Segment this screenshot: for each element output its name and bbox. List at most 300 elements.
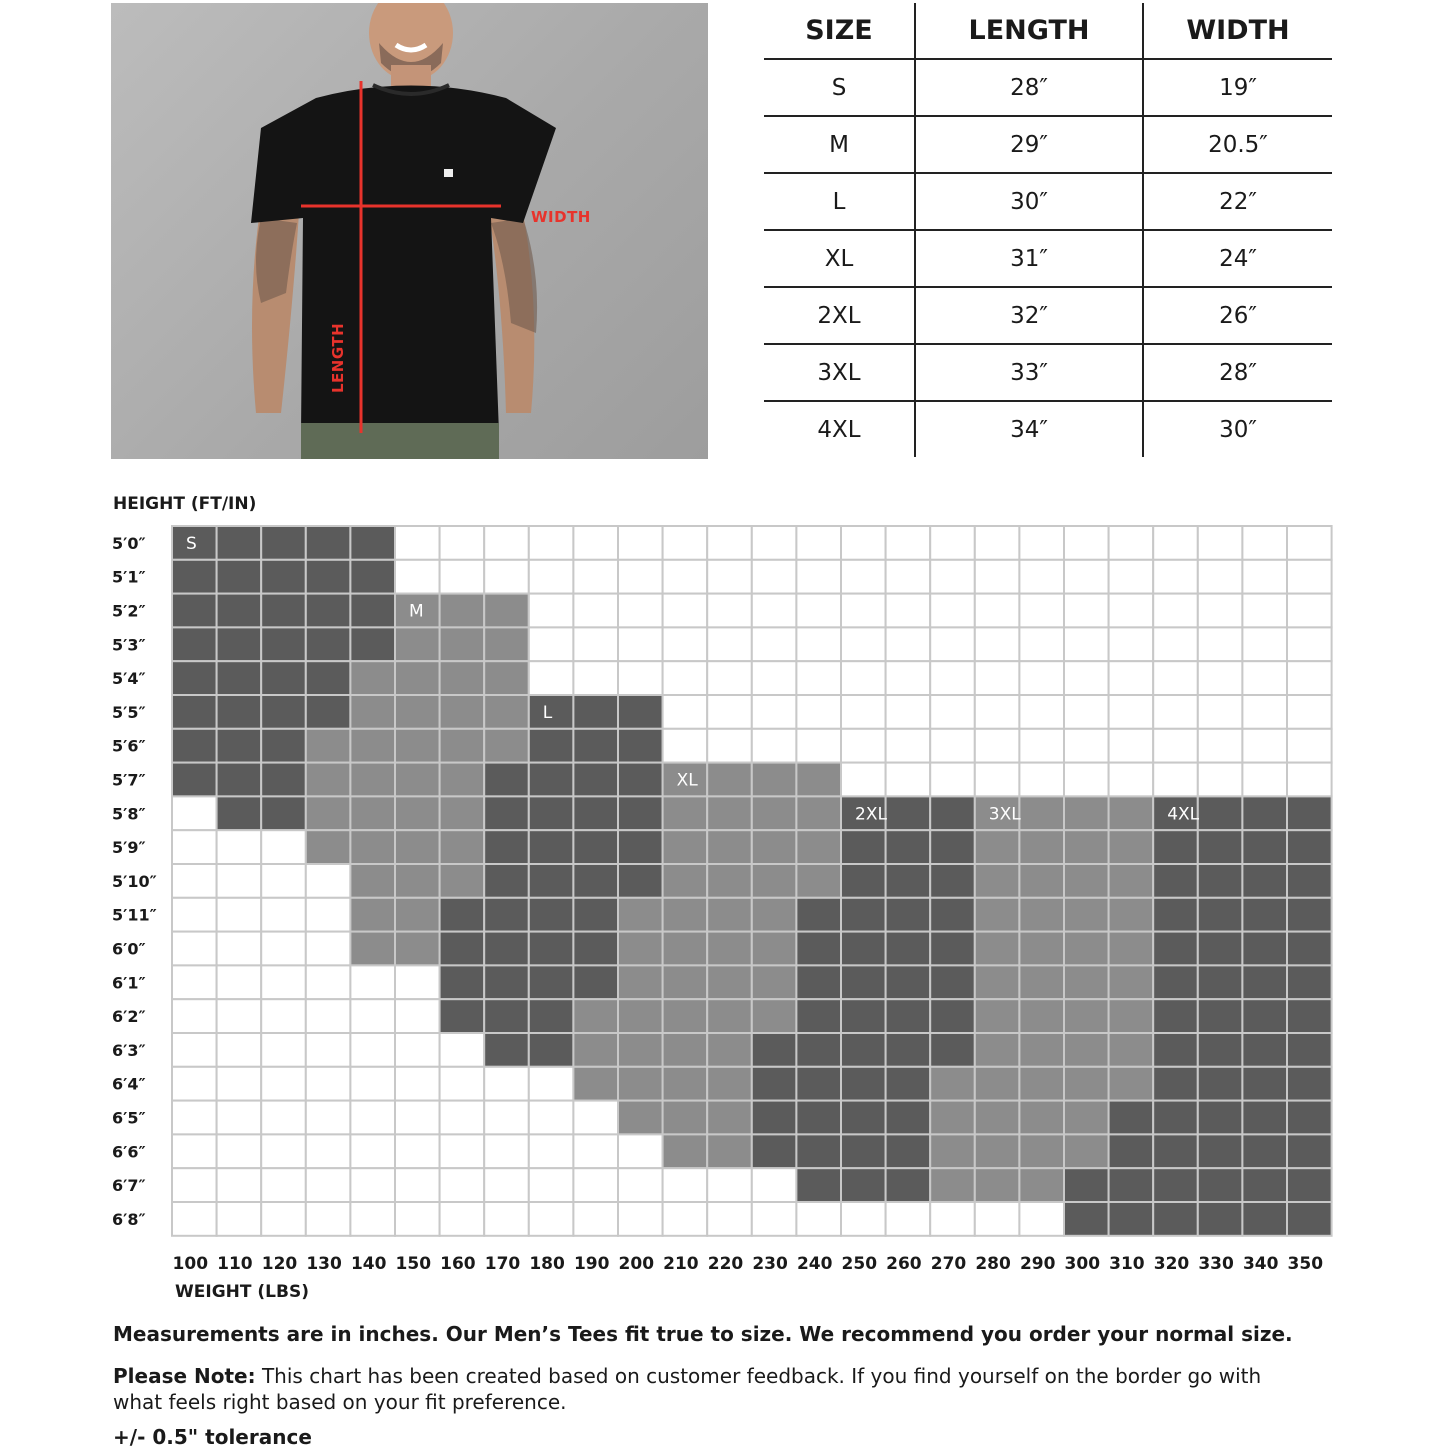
- grid-cell: [1198, 1033, 1243, 1067]
- grid-cell: [975, 526, 1020, 560]
- cell-length: 30″: [915, 173, 1143, 230]
- grid-cell: [573, 898, 618, 932]
- grid-cell: [886, 796, 931, 830]
- grid-cell: [1242, 932, 1287, 966]
- grid-cell: [930, 763, 975, 797]
- grid-cell: [886, 695, 931, 729]
- grid-cell: [172, 763, 217, 797]
- grid-cell: [1109, 1067, 1154, 1101]
- grid-cell: [796, 864, 841, 898]
- grid-cell: [663, 796, 708, 830]
- grid-cell: [1287, 999, 1332, 1033]
- grid-cell: [930, 661, 975, 695]
- grid-cell: [1019, 1067, 1064, 1101]
- grid-cell: [1198, 1168, 1243, 1202]
- grid-cell: [217, 830, 262, 864]
- grid-cell: [172, 627, 217, 661]
- grid-cell: [440, 796, 485, 830]
- grid-cell: [1064, 1202, 1109, 1236]
- grid-cell: [484, 695, 529, 729]
- grid-cell: [484, 661, 529, 695]
- x-tick-label: 130: [306, 1254, 342, 1274]
- grid-cell: [975, 627, 1020, 661]
- grid-cell: [1198, 526, 1243, 560]
- grid-cell: [350, 1101, 395, 1135]
- grid-cell: [1242, 1168, 1287, 1202]
- grid-cell: [796, 526, 841, 560]
- grid-cell: [573, 1202, 618, 1236]
- grid-cell: [1287, 695, 1332, 729]
- grid-cell: [1198, 1202, 1243, 1236]
- grid-cell: [1109, 796, 1154, 830]
- grid-cell: [261, 1168, 306, 1202]
- cell-length: 32″: [915, 287, 1143, 344]
- grid-cell: [306, 695, 351, 729]
- grid-cell: [975, 999, 1020, 1033]
- grid-cell: [306, 864, 351, 898]
- grid-cell: [886, 763, 931, 797]
- grid-cell: [573, 1134, 618, 1168]
- grid-cell: [172, 965, 217, 999]
- x-tick-label: 180: [529, 1254, 565, 1274]
- grid-cell: [306, 729, 351, 763]
- grid-cell: [217, 1067, 262, 1101]
- grid-cell: [1153, 526, 1198, 560]
- grid-cell: [1287, 932, 1332, 966]
- grid-cell: [1109, 695, 1154, 729]
- y-tick-label: 5′7″: [112, 770, 146, 790]
- grid-cell: [440, 1202, 485, 1236]
- grid-cell: [350, 729, 395, 763]
- grid-cell: [796, 1067, 841, 1101]
- grid-cell: [350, 560, 395, 594]
- grid-cell: [1153, 830, 1198, 864]
- grid-cell: [1109, 965, 1154, 999]
- grid-cell: [1287, 594, 1332, 628]
- grid-cell: [752, 1168, 797, 1202]
- x-tick-label: 150: [395, 1254, 432, 1274]
- grid-cell: [395, 1202, 440, 1236]
- grid-cell: [886, 999, 931, 1033]
- grid-cell: [752, 864, 797, 898]
- grid-cell: [930, 526, 975, 560]
- grid-cell: [796, 729, 841, 763]
- grid-cell: [841, 1168, 886, 1202]
- grid-cell: [841, 661, 886, 695]
- grid-cell: [261, 830, 306, 864]
- grid-cell: [663, 627, 708, 661]
- grid-cell: [1153, 1202, 1198, 1236]
- grid-cell: [484, 1202, 529, 1236]
- grid-cell: [261, 898, 306, 932]
- x-tick-label: 290: [1019, 1254, 1056, 1274]
- grid-cell: [841, 898, 886, 932]
- grid-cell: [172, 1168, 217, 1202]
- grid-cell: [1287, 729, 1332, 763]
- grid-cell: [350, 965, 395, 999]
- grid-cell: [172, 1134, 217, 1168]
- grid-cell: [172, 796, 217, 830]
- grid-cell: [975, 729, 1020, 763]
- grid-cell: [618, 1033, 663, 1067]
- grid-cell: [707, 695, 752, 729]
- grid-cell: [975, 594, 1020, 628]
- grid-cell: [395, 560, 440, 594]
- grid-cell: [1064, 1101, 1109, 1135]
- y-tick-label: 5′5″: [112, 702, 146, 722]
- grid-cell: [395, 1134, 440, 1168]
- grid-cell: [1287, 796, 1332, 830]
- grid-cell: [395, 796, 440, 830]
- grid-cell: [886, 830, 931, 864]
- cell-width: 20.5″: [1143, 116, 1332, 173]
- grid-cell: [217, 594, 262, 628]
- header-width: WIDTH: [1143, 3, 1332, 59]
- grid-cell: [350, 1168, 395, 1202]
- grid-cell: [261, 526, 306, 560]
- grid-cell: [752, 594, 797, 628]
- grid-cell: [618, 1202, 663, 1236]
- grid-cell: [172, 661, 217, 695]
- y-axis-title: HEIGHT (FT/IN): [113, 494, 257, 514]
- grid-cell: [484, 1134, 529, 1168]
- x-tick-label: 350: [1287, 1254, 1324, 1274]
- grid-cell: [752, 763, 797, 797]
- grid-cell: [350, 526, 395, 560]
- grid-cell: [440, 560, 485, 594]
- grid-cell: [796, 898, 841, 932]
- grid-cell: [886, 1101, 931, 1135]
- grid-cell: [1019, 864, 1064, 898]
- grid-cell: [930, 932, 975, 966]
- grid-cell: [573, 729, 618, 763]
- grid-cell: [707, 661, 752, 695]
- x-tick-label: 320: [1153, 1254, 1190, 1274]
- cell-width: 30″: [1219, 416, 1257, 443]
- cell-width: 24″: [1143, 230, 1332, 287]
- grid-cell: [1064, 864, 1109, 898]
- grid-cell: [1109, 526, 1154, 560]
- grid-cell: [886, 627, 931, 661]
- y-tick-label: 5′4″: [112, 669, 146, 689]
- grid-cell: [217, 763, 262, 797]
- grid-cell: [707, 1168, 752, 1202]
- grid-cell: [886, 1202, 931, 1236]
- grid-cell: [573, 1101, 618, 1135]
- grid-cell: [172, 560, 217, 594]
- grid-cell: [930, 627, 975, 661]
- x-tick-label: 100: [172, 1254, 209, 1274]
- grid-cell: [707, 560, 752, 594]
- grid-cell: [707, 526, 752, 560]
- grid-cell: [529, 999, 574, 1033]
- x-tick-label: 250: [841, 1254, 878, 1274]
- grid-cell: [1153, 1168, 1198, 1202]
- size-region-label: 2XL: [855, 804, 887, 825]
- size-region-label: L: [542, 703, 553, 723]
- grid-cell: [975, 763, 1020, 797]
- grid-cell: [1019, 796, 1064, 830]
- grid-cell: [752, 526, 797, 560]
- grid-cell: [217, 627, 262, 661]
- grid-cell: [1242, 661, 1287, 695]
- grid-cell: [886, 864, 931, 898]
- grid-cell: [529, 560, 574, 594]
- grid-cell: [1242, 627, 1287, 661]
- grid-cell: [1198, 1101, 1243, 1135]
- grid-cell: [484, 627, 529, 661]
- grid-cell: [1153, 864, 1198, 898]
- grid-cell: [217, 965, 262, 999]
- grid-cell: [573, 1067, 618, 1101]
- grid-cell: [172, 729, 217, 763]
- grid-cell: [841, 526, 886, 560]
- grid-cell: [395, 1101, 440, 1135]
- grid-cell: [707, 830, 752, 864]
- grid-cell: [1109, 1033, 1154, 1067]
- grid-cell: [1109, 1134, 1154, 1168]
- grid-cell: [1153, 1033, 1198, 1067]
- cell-size: XL: [764, 230, 915, 287]
- grid-cell: [1109, 1202, 1154, 1236]
- grid-cell: [306, 1101, 351, 1135]
- grid-cell: [618, 661, 663, 695]
- grid-cell: [886, 898, 931, 932]
- grid-cell: [1198, 695, 1243, 729]
- grid-cell: [1287, 1134, 1332, 1168]
- grid-cell: [663, 560, 708, 594]
- y-tick-label: 5′0″: [112, 533, 146, 553]
- grid-cell: [1153, 898, 1198, 932]
- x-tick-label: 110: [217, 1254, 253, 1274]
- y-tick-label: 6′4″: [112, 1074, 146, 1094]
- grid-cell: [395, 965, 440, 999]
- grid-cell: [1019, 1168, 1064, 1202]
- grid-cell: [261, 695, 306, 729]
- grid-cell: [1287, 763, 1332, 797]
- grid-cell: [1242, 999, 1287, 1033]
- grid-cell: [1064, 1168, 1109, 1202]
- grid-cell: [440, 864, 485, 898]
- cell-width: 19″: [1143, 59, 1332, 116]
- grid-cell: [350, 864, 395, 898]
- grid-cell: [350, 1202, 395, 1236]
- grid-cell: [261, 560, 306, 594]
- grid-cell: [306, 661, 351, 695]
- grid-cell: [350, 796, 395, 830]
- y-tick-label: 5′8″: [112, 804, 146, 824]
- grid-cell: [796, 999, 841, 1033]
- grid-cell: [663, 661, 708, 695]
- grid-cell: [841, 830, 886, 864]
- grid-cell: [440, 932, 485, 966]
- grid-cell: [395, 763, 440, 797]
- grid-cell: [1198, 627, 1243, 661]
- grid-cell: [663, 1134, 708, 1168]
- grid-cell: [573, 932, 618, 966]
- grid-cell: [886, 1033, 931, 1067]
- grid-cell: [975, 661, 1020, 695]
- grid-cell: [707, 965, 752, 999]
- grid-cell: [975, 864, 1020, 898]
- grid-cell: [529, 965, 574, 999]
- grid-cell: [484, 965, 529, 999]
- grid-cell: [350, 627, 395, 661]
- grid-cell: [529, 1134, 574, 1168]
- tolerance-note: +/- 0.5" tolerance: [113, 1425, 312, 1449]
- grid-cell: [841, 1202, 886, 1236]
- grid-cell: [1198, 898, 1243, 932]
- grid-cell: [796, 1101, 841, 1135]
- please-note-label: Please Note:: [113, 1364, 256, 1388]
- grid-cell: [618, 729, 663, 763]
- grid-cell: [841, 999, 886, 1033]
- grid-cell: [752, 830, 797, 864]
- grid-cell: [707, 1033, 752, 1067]
- grid-cell: [618, 763, 663, 797]
- grid-cell: [484, 796, 529, 830]
- grid-cell: [440, 965, 485, 999]
- grid-cell: [573, 661, 618, 695]
- x-tick-label: 270: [930, 1254, 967, 1274]
- grid-cell: [663, 932, 708, 966]
- grid-cell: [1287, 830, 1332, 864]
- grid-cell: [217, 898, 262, 932]
- x-tick-label: 210: [663, 1254, 699, 1274]
- grid-cell: [930, 1067, 975, 1101]
- grid-cell: [573, 627, 618, 661]
- grid-cell: [1287, 864, 1332, 898]
- grid-cell: [707, 729, 752, 763]
- grid-cell: [841, 1067, 886, 1101]
- grid-cell: [172, 594, 217, 628]
- grid-cell: [1198, 594, 1243, 628]
- grid-cell: [841, 560, 886, 594]
- grid-cell: [1064, 796, 1109, 830]
- grid-cell: [1153, 729, 1198, 763]
- grid-cell: [930, 796, 975, 830]
- grid-cell: [618, 695, 663, 729]
- grid-cell: [573, 830, 618, 864]
- grid-cell: [306, 594, 351, 628]
- grid-cell: [618, 796, 663, 830]
- grid-cell: [1198, 864, 1243, 898]
- grid-cell: [529, 526, 574, 560]
- grid-cell: [1019, 1033, 1064, 1067]
- grid-cell: [1109, 763, 1154, 797]
- grid-cell: [1019, 763, 1064, 797]
- grid-cell: [1019, 932, 1064, 966]
- grid-cell: [1064, 965, 1109, 999]
- grid-cell: [529, 729, 574, 763]
- grid-cell: [1287, 1101, 1332, 1135]
- grid-cell: [1153, 695, 1198, 729]
- grid-cell: [306, 1067, 351, 1101]
- grid-cell: [618, 864, 663, 898]
- grid-cell: [395, 695, 440, 729]
- grid-cell: [395, 661, 440, 695]
- grid-cell: [1287, 898, 1332, 932]
- grid-cell: [1064, 1134, 1109, 1168]
- grid-cell: [172, 999, 217, 1033]
- grid-cell: [1153, 627, 1198, 661]
- grid-cell: [618, 1101, 663, 1135]
- grid-cell: [529, 898, 574, 932]
- measurement-note: Measurements are in inches. Our Men’s Tees fit true to size. We recommend you order your normal size.: [113, 1322, 1293, 1346]
- grid-cell: [618, 1067, 663, 1101]
- grid-cell: [796, 695, 841, 729]
- grid-cell: [1287, 1168, 1332, 1202]
- grid-cell: [261, 661, 306, 695]
- grid-cell: [306, 1168, 351, 1202]
- grid-cell: [529, 932, 574, 966]
- y-tick-label: 6′5″: [112, 1108, 146, 1128]
- grid-cell: [306, 627, 351, 661]
- grid-cell: [1287, 661, 1332, 695]
- grid-cell: [796, 1168, 841, 1202]
- grid-cell: [172, 1101, 217, 1135]
- grid-cell: [1019, 627, 1064, 661]
- grid-cell: [440, 661, 485, 695]
- grid-cell: [663, 1168, 708, 1202]
- grid-cell: [1153, 999, 1198, 1033]
- grid-cell: [975, 1033, 1020, 1067]
- grid-cell: [663, 695, 708, 729]
- y-tick-label: 5′10″: [112, 871, 157, 891]
- grid-cell: [1198, 560, 1243, 594]
- grid-cell: [1287, 1033, 1332, 1067]
- grid-cell: [350, 1067, 395, 1101]
- cell-size: 2XL: [764, 287, 915, 344]
- grid-cell: [1019, 1134, 1064, 1168]
- grid-cell: [1242, 560, 1287, 594]
- x-tick-label: 340: [1242, 1254, 1279, 1274]
- grid-cell: [1109, 932, 1154, 966]
- grid-cell: [1064, 560, 1109, 594]
- grid-cell: [573, 763, 618, 797]
- grid-cell: [752, 898, 797, 932]
- grid-cell: [975, 1168, 1020, 1202]
- grid-cell: [930, 1101, 975, 1135]
- grid-cell: [484, 1067, 529, 1101]
- grid-cell: [1242, 763, 1287, 797]
- grid-cell: [484, 1033, 529, 1067]
- grid-cell: [350, 830, 395, 864]
- x-tick-label: 280: [975, 1254, 1011, 1274]
- grid-cell: [484, 594, 529, 628]
- grid-cell: [707, 796, 752, 830]
- grid-cell: [752, 729, 797, 763]
- y-tick-label: 5′6″: [112, 736, 146, 756]
- grid-cell: [1109, 830, 1154, 864]
- y-tick-label: 6′7″: [112, 1176, 146, 1196]
- grid-cell: [529, 661, 574, 695]
- grid-cell: [395, 1033, 440, 1067]
- grid-cell: [1109, 999, 1154, 1033]
- grid-cell: [484, 526, 529, 560]
- grid-cell: [395, 729, 440, 763]
- cell-size: 3XL: [764, 344, 915, 401]
- grid-cell: [440, 695, 485, 729]
- grid-cell: [484, 763, 529, 797]
- grid-cell: [707, 898, 752, 932]
- grid-cell: [752, 1101, 797, 1135]
- grid-cell: [395, 830, 440, 864]
- grid-cell: [618, 932, 663, 966]
- grid-cell: [484, 864, 529, 898]
- grid-cell: [395, 999, 440, 1033]
- grid-cell: [484, 560, 529, 594]
